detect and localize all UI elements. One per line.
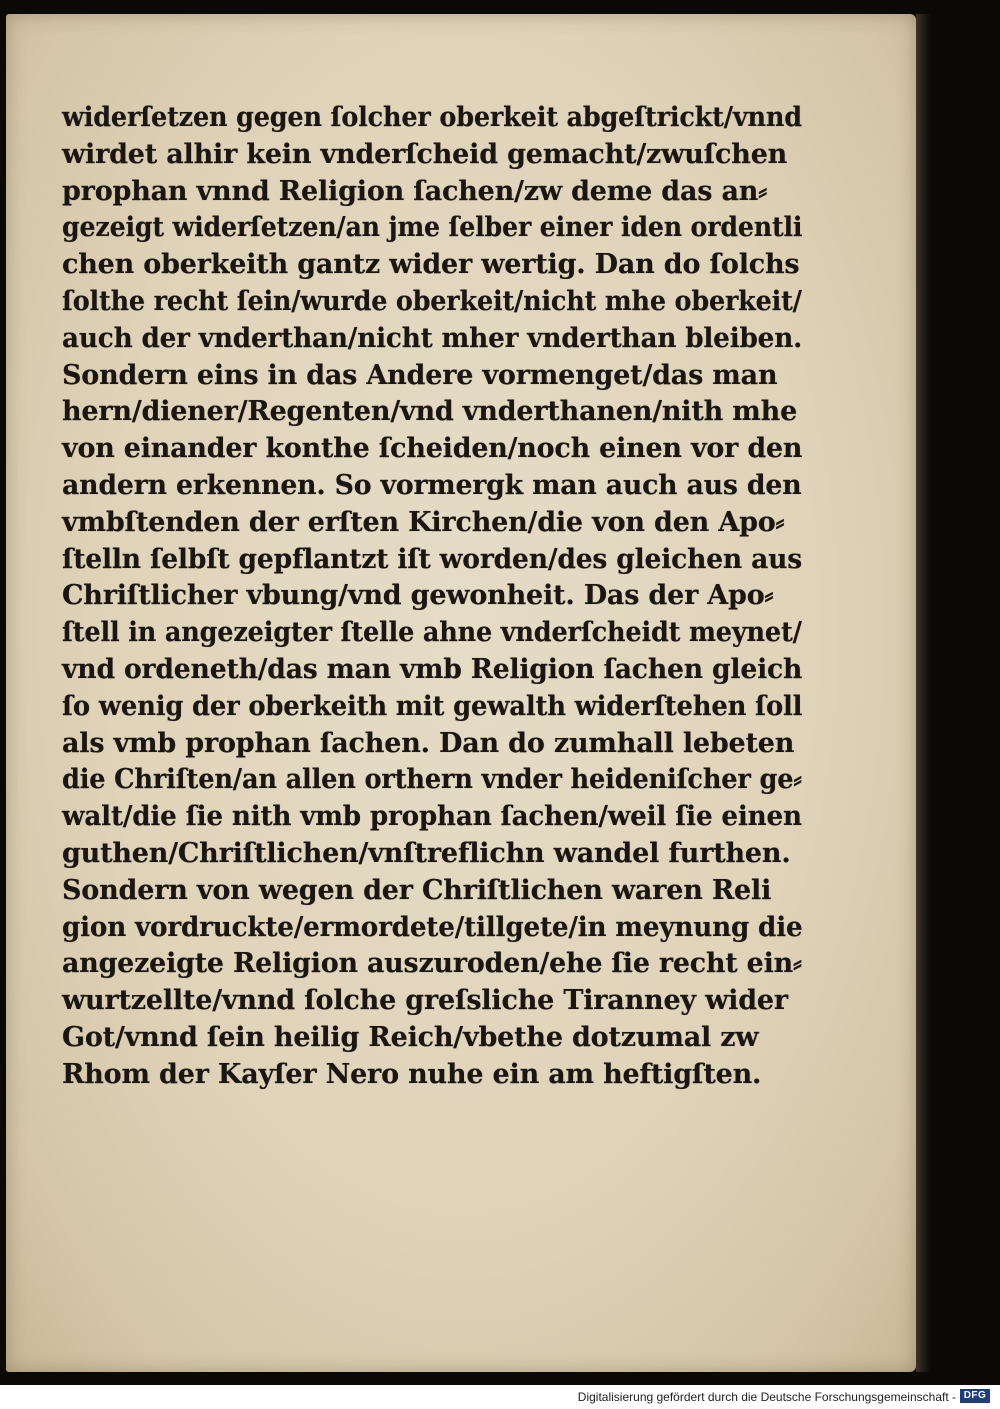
text-line: Got/vnnd ſein heilig Reich/vbethe dotzumal zw [62, 1021, 759, 1053]
text-line: gezeigt widerſetzen/an jme ſelber einer iden ordentli [62, 212, 803, 244]
text-line: auch der vnderthan/nicht mher vnderthan bleiben. [62, 322, 803, 354]
text-line: Sondern eins in das Andere vormenget/das man [62, 359, 778, 391]
dfg-logo: DFG [960, 1389, 990, 1403]
text-line: gion vordruckte/ermordete/tillgete/in meynung die [62, 911, 803, 943]
text-line: chen oberkeith gantz wider wertig. Dan do ſolchs [62, 249, 800, 281]
page-text [62, 100, 802, 1094]
page-edge [916, 14, 932, 1372]
text-line: ſtelln ſelbſt gepflantzt iſt worden/des gleichen aus [62, 543, 803, 575]
text-line: prophan vnnd Religion ſachen/zw deme das an⸗ [62, 175, 767, 207]
text-line: als vmb prophan ſachen. Dan do zumhall lebeten [62, 727, 795, 759]
text-line: widerſetzen gegen ſolcher oberkeit abgeſtrickt/vnnd [62, 102, 802, 133]
funding-credit: Digitalisierung gefördert durch die Deutsche Forschungsgemeinschaft - [577, 1390, 956, 1404]
text-line: Sondern von wegen der Chriſtlichen waren Reli [62, 874, 772, 906]
text-line: ſtell in angezeigter ſtelle ahne vnderſcheidt meynet/ [62, 617, 802, 649]
footer-bar [0, 1385, 1000, 1409]
text-line: die Chriſten/an allen orthern vnder heideniſcher ge⸗ [62, 764, 802, 796]
text-line: von einander konthe ſcheiden/noch einen vor den [62, 433, 803, 465]
text-line: andern erkennen. So vormergk man auch aus den [62, 469, 802, 501]
text-line: ſolthe recht ſein/wurde oberkeit/nicht mhe oberkeit/ [62, 285, 802, 317]
text-line: ſo wenig der oberkeith mit gewalth widerſtehen ſoll [62, 690, 803, 722]
text-line: wurtzellte/vnnd ſolche greſsliche Tiranney wider [62, 985, 788, 1017]
text-line: angezeigte Religion auszuroden/ehe ſie recht ein⸗ [62, 948, 802, 980]
text-line: Rhom der Kayſer Nero nuhe ein am heftigſten. [62, 1058, 762, 1090]
text-line: hern/diener/Regenten/vnd vnderthanen/nith mhe [62, 396, 798, 428]
text-line: guthen/Chriſtlichen/vnſtreflichn wandel furthen. [62, 837, 791, 869]
text-line: Chriſtlicher vbung/vnd gewonheit. Das der Apo⸗ [62, 580, 774, 612]
text-line: walt/die ſie nith vmb prophan ſachen/weil ſie einen [62, 801, 802, 833]
text-line: vmbſtenden der erſten Kirchen/die von den Apo⸗ [62, 506, 785, 538]
text-line: wirdet alhir kein vnderſcheid gemacht/zwuſchen [62, 138, 788, 170]
text-line: vnd ordeneth/das man vmb Religion ſachen gleich [62, 653, 803, 685]
